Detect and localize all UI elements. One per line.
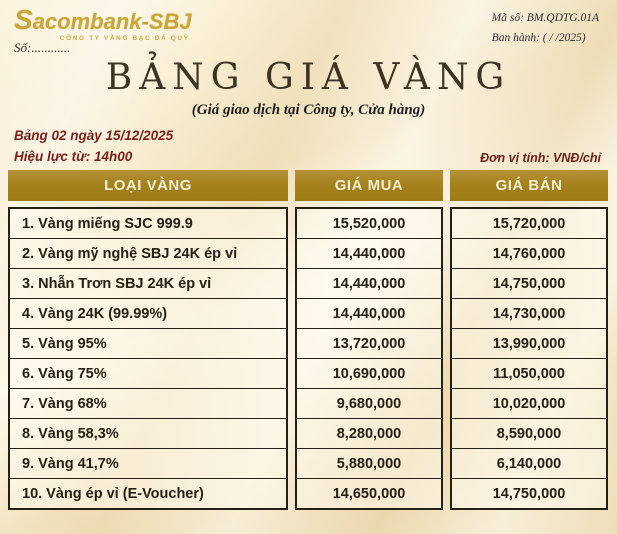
table-cell-buy: 8,280,000 <box>297 418 441 448</box>
table-cell-type: 5. Vàng 95% <box>10 328 286 358</box>
document-meta <box>492 9 599 48</box>
page-title: BẢNG GIÁ VÀNG <box>105 57 512 98</box>
table-cell-sell: 14,750,000 <box>452 478 606 508</box>
column-buy-price <box>295 170 443 510</box>
table-cell-type: 8. Vàng 58,3% <box>10 418 286 448</box>
table-cell-type: 6. Vàng 75% <box>10 358 286 388</box>
table-cell-buy: 5,880,000 <box>297 448 441 478</box>
table-cell-type: 1. Vàng miếng SJC 999.9 <box>22 215 193 232</box>
table-cell-type: 10. Vàng ép vỉ (E-Voucher) <box>10 478 286 508</box>
table-cell-type: 3. Nhẫn Trơn SBJ 24K ép vỉ <box>10 268 286 298</box>
board-date-label: Bảng 02 ngày 15/12/2025 <box>14 128 174 143</box>
table-cell-sell: 8,590,000 <box>452 418 606 448</box>
table-cell-buy: 13,720,000 <box>297 328 441 358</box>
table-cell-type: 7. Vàng 68% <box>10 388 286 418</box>
table-cell-sell: 14,760,000 <box>452 238 606 268</box>
column-body-type <box>8 207 288 510</box>
price-table <box>8 170 609 510</box>
serial-number: Số:............ <box>14 40 71 55</box>
column-body-sell <box>450 207 608 510</box>
table-cell-sell: 6,140,000 <box>452 448 606 478</box>
table-cell-sell: 15,720,000 <box>492 215 566 232</box>
unit-label: Đơn vị tính: VNĐ/chỉ <box>480 151 601 165</box>
column-header-type: LOẠI VÀNG <box>8 170 288 201</box>
table-cell-buy: 10,690,000 <box>297 358 441 388</box>
brand-logo-subtitle: CÔNG TY VÀNG BẠC ĐÁ QUÝ <box>59 35 190 42</box>
table-cell-sell: 13,990,000 <box>452 328 606 358</box>
table-cell-type: 2. Vàng mỹ nghệ SBJ 24K ép vỉ <box>10 238 286 268</box>
table-cell-sell: 11,050,000 <box>452 358 606 388</box>
table-cell-buy: 14,650,000 <box>297 478 441 508</box>
document-code: Mã số: BM.QDTG.01A <box>491 12 599 24</box>
brand-logo-rest: acombank-SBJ <box>32 9 192 34</box>
column-header-sell: GIÁ BÁN <box>450 170 608 201</box>
column-body-buy <box>295 207 443 510</box>
table-cell-sell: 14,730,000 <box>452 298 606 328</box>
brand-logo <box>14 6 192 42</box>
column-gold-type <box>8 170 288 510</box>
table-cell-sell: 14,750,000 <box>452 268 606 298</box>
table-cell-buy: 9,680,000 <box>297 388 441 418</box>
column-sell-price <box>450 170 608 510</box>
table-cell-type: 9. Vàng 41,7% <box>10 448 286 478</box>
brand-logo-text <box>14 6 192 34</box>
column-header-buy: GIÁ MUA <box>295 170 443 201</box>
table-cell-buy: 14,440,000 <box>297 238 441 268</box>
effective-time-label: Hiệu lực từ: 14h00 <box>14 149 133 164</box>
document-issue: Ban hành: ( / /2025) <box>491 31 586 44</box>
table-cell-type: 4. Vàng 24K (99.99%) <box>10 298 286 328</box>
table-cell-buy: 14,440,000 <box>297 298 441 328</box>
page-subtitle: (Giá giao dịch tại Công ty, Cửa hàng) <box>191 102 426 118</box>
brand-logo-initial: S <box>14 4 33 35</box>
table-cell-buy: 15,520,000 <box>332 215 406 232</box>
table-cell-buy: 14,440,000 <box>297 268 441 298</box>
table-cell-sell: 10,020,000 <box>452 388 606 418</box>
